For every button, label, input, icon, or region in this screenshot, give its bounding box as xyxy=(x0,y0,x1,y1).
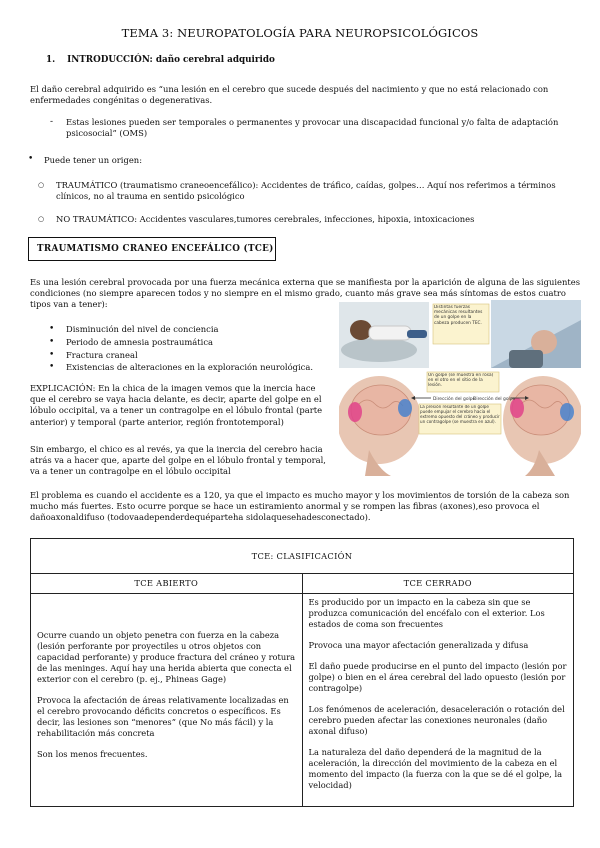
contrecoup-zone-icon xyxy=(560,403,574,421)
open-paragraph: Provoca la afectación de áreas relativamente localizadas en el cerebro provocando déficits concretos o específicos. Es decir, las lesiones son “menores” (que No más fácil) y la rehabilitación más concreta xyxy=(37,695,289,738)
list-item: • Disminución del nivel de conciencia xyxy=(30,323,330,336)
direction-left: Dirección del golpe xyxy=(433,397,476,402)
table-title: TCE: CLASIFICACIÓN xyxy=(31,539,574,574)
dca-definition: El daño cerebral adquirido es “una lesión en el cerebro que sucede después del nacimiento y que no está relacionado con enfermedades congénitas o degenerativas. xyxy=(30,84,549,106)
circle-bullet: ○ xyxy=(38,181,45,189)
closed-cell xyxy=(302,594,574,807)
tce-illustration-svg xyxy=(339,300,581,476)
table-header-row xyxy=(31,574,574,594)
tce-heading-box: TRAUMATISMO CRANEO ENCEFÁLICO (TCE) xyxy=(28,237,276,261)
list-item: • Existencias de alteraciones en la exploración neurológica. xyxy=(30,361,330,374)
table-row xyxy=(31,594,574,807)
explanation-text: En la chica de la imagen vemos que la inercia hace que el cerebro se vaya hacia delante, es decir, aparte del golpe en el lóbulo occipital, va a tener un contragolpe en el lóbulo frontal (parte anterior) y temporal (parte anterior, región frontotemporal) xyxy=(30,383,323,427)
dash-item: Estas lesiones pueden ser temporales o permanentes y provocar una discapacidad funcional y/o falta de adaptación psicosocial” (OMS) xyxy=(66,117,559,139)
closed-paragraph: El daño puede producirse en el punto del impacto (lesión por golpe) o bien en el área cerebral del lado opuesto (lesión por contragolpe) xyxy=(308,661,567,693)
section-heading xyxy=(46,55,275,65)
section-number: 1. xyxy=(46,55,56,65)
list-item: • Fractura craneal xyxy=(30,349,330,362)
girl-body-icon xyxy=(369,326,411,340)
non-traumatic-label: NO TRAUMÁTICO xyxy=(56,214,135,224)
traumatic-label: TRAUMÁTICO xyxy=(56,180,118,190)
list-item: • Periodo de amnesia postraumática xyxy=(30,336,330,349)
contrecoup-zone-icon xyxy=(398,399,412,417)
closed-paragraph: La naturaleza del daño dependerá de la magnitud de la aceleración, la dirección del movimiento de la cabeza en el momento del impacto (la fuerza con la que se dé el golpe, la velocidad) xyxy=(308,747,563,790)
dash-bullet: - xyxy=(50,117,54,127)
page-title: TEMA 3: NEUROPATOLOGÍA PARA NEUROPSICOLÓGICOS xyxy=(121,26,479,40)
section-heading-text: INTRODUCCIÓN: daño cerebral adquirido xyxy=(67,55,275,65)
non-traumatic-text: : Accidentes vasculares,tumores cerebrales, infecciones, hipoxia, intoxicaciones xyxy=(134,214,475,224)
girl-legs-icon xyxy=(407,330,427,338)
explanation-paragraph xyxy=(30,383,328,428)
table-title-row xyxy=(31,539,574,574)
col-open-header: TCE ABIERTO xyxy=(31,574,303,594)
boy-paragraph: Sin embargo, el chico es al revés, ya que la inercia del cerebro hacia atrás va a hacer que, aparte del golpe en el lóbulo frontal y temporal, va a tener un contragolpe en el lóbulo occipital xyxy=(30,444,326,477)
open-paragraph: Son los menos frecuentes. xyxy=(37,749,148,759)
girl-head-icon xyxy=(350,320,372,340)
impact-zone-icon xyxy=(348,402,362,422)
open-cell xyxy=(31,594,303,807)
classification-table xyxy=(30,538,574,807)
closed-paragraph: Provoca una mayor afectación generalizada y difusa xyxy=(308,640,529,650)
origin-text: Puede tener un origen: xyxy=(44,155,143,165)
callout-mid: Un golpe (se muestra en rosa) en el otro en el sitio de la lesión. xyxy=(428,373,494,389)
col-closed-header: TCE CERRADO xyxy=(302,574,574,594)
direction-right: Dirección del golpe xyxy=(473,397,516,402)
traumatic-text: (traumatismo craneoencefálico): Accidentes de tráfico, caídas, golpes… Aquí nos referimos a términos clínicos, no al trauma en sentido psicológico xyxy=(56,180,556,202)
boy-body-icon xyxy=(509,350,543,368)
tce-illustration xyxy=(339,300,581,476)
circle-bullet: ○ xyxy=(38,215,45,223)
floor-shadow xyxy=(341,338,417,362)
tce-definition: Es una lesión cerebral provocada por una fuerza mecánica externa que se manifiesta por la aparición de alguna de las siguientes condiciones (no siempre aparecen todos y no siempre en el mismo grado, cuanto más grave sea más síntomas de estos cuatro tipos van a tener): xyxy=(30,277,581,310)
consequence-list xyxy=(30,323,330,374)
problem-paragraph: El problema es cuando el accidente es a 120, ya que el impacto es mucho mayor y los movimientos de torsión de la cabeza son mucho más fuertes. Esto ocurre porque se hace un estiramiento anormal y se rompen las fibras (axones),eso provoca el dañoaxonaldifuso (todovaadependerdequéparteha sidolaquesehadesconectado). xyxy=(30,490,570,523)
explanation-label: EXPLICACIÓN: xyxy=(30,383,96,393)
callout-bottom: La presión resultante de un golpe puede empujar el cerebro hacia el extremo opuesto del cráneo y producir un contragolpe (se muestra en azul). xyxy=(420,405,500,424)
open-paragraph: Ocurre cuando un objeto penetra con fuerza en la cabeza (lesión perforante por proyectiles u otros objetos con capacidad perforante) y produce fractura del cráneo y rotura de las meninges. Aquí hay una herida abierta que conecta el exterior con el cerebro (p. ej., Phineas Gage) xyxy=(37,630,296,684)
closed-paragraph: Es producido por un impacto en la cabeza sin que se produzca comunicación del encéfalo con el exterior. Los estados de coma son frecuentes xyxy=(308,597,545,629)
non-traumatic-item xyxy=(56,214,576,225)
traumatic-item xyxy=(56,180,576,202)
dot-bullet: • xyxy=(28,154,34,164)
callout-top: Distintas fuerzas mecánicas resultantes de un golpe en la cabeza producen TEC. xyxy=(434,305,483,326)
closed-paragraph: Los fenómenos de aceleración, desaceleración o rotación del cerebro pueden afectar las conexiones neuronales (daño axonal difuso) xyxy=(308,704,565,736)
